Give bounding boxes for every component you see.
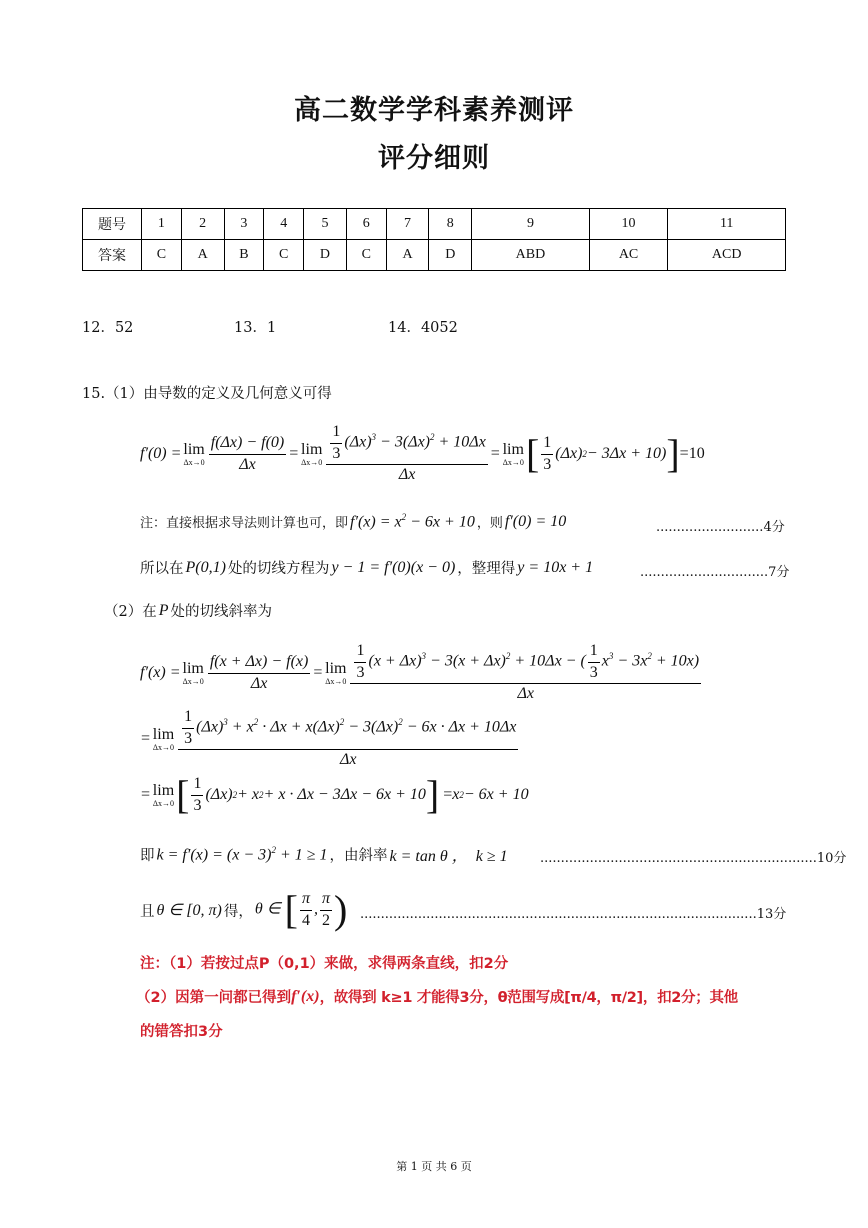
q15-part2-intro bbox=[104, 600, 272, 621]
theta-domain: θ ∈ [0, π) bbox=[156, 902, 222, 919]
equation-result: 10 bbox=[688, 445, 705, 462]
table-cell: A bbox=[181, 240, 224, 271]
table-cell: 4 bbox=[264, 209, 304, 240]
note-then: ，则 bbox=[476, 516, 503, 532]
page-footer: 第 1 页 共 6 页 bbox=[396, 1160, 472, 1173]
red-note-1: 注：（1）若按过点P（0,1）来做，求得两条直线，扣2分 bbox=[140, 956, 509, 972]
answer-q13: 13．1 bbox=[234, 320, 277, 336]
answer-table bbox=[82, 208, 786, 271]
table-cell: C bbox=[346, 240, 386, 271]
red-note-3: 的错答扣3分 bbox=[140, 1024, 223, 1040]
equation-derivative-general: f′(x) = lim Δx→0 $\frac{f(x + \Delta x) - f(x)}{\Delta x}$ = lim Δx→0 $\frac{1}{3}$ $(x + \Delta x)^3 - 3(x + \Delta x)^2 + 10\Delta x$ − ( $\frac{1}{3}$ $x^3 - 3x^2 + 10x$) Δx bbox=[140, 642, 700, 703]
table-row-numbers bbox=[83, 209, 786, 240]
tangent-result: y = 10x + 1 bbox=[517, 558, 594, 576]
table-cell: 2 bbox=[181, 209, 224, 240]
table-cell: 8 bbox=[429, 209, 472, 240]
slope-text-2: ，由斜率 bbox=[329, 848, 388, 864]
slope-text-1: 即 bbox=[140, 848, 155, 864]
equation-expansion: = lim Δx→0 $\frac{1}{3}$ $(\Delta x)^3 + x^2 \cdot \Delta x + x(\Delta x)^2 - 3(\Delta x)^2 - 6x \cdot \Delta x + 10\Delta x$ Δx bbox=[140, 708, 517, 769]
note-line bbox=[140, 512, 566, 531]
page-title: 高二数学学科素养测评 bbox=[294, 95, 574, 126]
slope-line bbox=[140, 843, 508, 866]
answer-q14: 14．4052 bbox=[388, 320, 458, 336]
table-cell: 1 bbox=[142, 209, 182, 240]
score-10: ...................................................................10分 bbox=[540, 851, 847, 866]
equation-derivative-at-zero: f′(0) = lim Δx→0 $\frac{f(\Delta x) - f(0)}{\Delta x}$ = lim Δx→0 $\frac{1}{3}$ $(\Delta x)^3 - 3(\Delta x)^2 + 10\Delta x$ Δx = lim Δx→0 [ $\frac{1}{3}$ (Δx) 2 − 3Δx + 10) ] = 10 bbox=[140, 423, 705, 484]
note-value: f′(0) = 10 bbox=[504, 512, 567, 530]
part2-text-2: 处的切线斜率为 bbox=[170, 604, 273, 620]
table-cell: A bbox=[386, 240, 429, 271]
tangent-equation: y − 1 = f′(0)(x − 0) bbox=[331, 558, 456, 576]
table-header-cell: 题号 bbox=[83, 209, 142, 240]
red-note-2a: （2）因第一问都已得到 bbox=[136, 990, 292, 1006]
red-note-2b: ，故得到 k≥1 才能得3分，θ范围写成[π/4，π/2]，扣2分；其他 bbox=[319, 990, 738, 1006]
theta-text-1: 且 bbox=[140, 903, 155, 920]
answer-q12: 12．52 bbox=[82, 320, 134, 336]
table-cell: ABD bbox=[472, 240, 590, 271]
table-row-answers bbox=[83, 240, 786, 271]
table-header-cell: 答案 bbox=[83, 240, 142, 271]
slope-tan: k = tan θ ， k ≥ 1 bbox=[389, 848, 508, 865]
red-note-formula: f′(x) bbox=[291, 987, 320, 1005]
table-cell: 3 bbox=[224, 209, 264, 240]
table-cell: 11 bbox=[668, 209, 786, 240]
note-text: 注：直接根据求导法则计算也可，即 bbox=[140, 516, 349, 532]
tangent-text-1: 所以在 bbox=[140, 561, 184, 577]
table-cell: C bbox=[264, 240, 304, 271]
tangent-text-2: 处的切线方程为 bbox=[227, 561, 330, 577]
tangent-text-3: ，整理得 bbox=[457, 561, 516, 577]
q15-part1-intro: 15.（1）由导数的定义及几何意义可得 bbox=[82, 386, 332, 402]
table-cell: B bbox=[224, 240, 264, 271]
page-subtitle: 评分细则 bbox=[378, 143, 490, 174]
point-P: P(0,1) bbox=[185, 558, 226, 576]
table-cell: 6 bbox=[346, 209, 386, 240]
note-formula: $f'(x) = x^2 - 6x + 10$ bbox=[350, 512, 475, 531]
theta-line bbox=[140, 887, 348, 932]
table-cell: 7 bbox=[386, 209, 429, 240]
point-P-ref: P bbox=[158, 601, 169, 619]
score-4: ..........................4分 bbox=[656, 520, 785, 535]
part2-text-1: （2）在 bbox=[104, 604, 157, 620]
table-cell: D bbox=[304, 240, 347, 271]
table-cell: ACD bbox=[668, 240, 786, 271]
table-cell: 10 bbox=[589, 209, 668, 240]
score-13: ................................................................................................13分 bbox=[360, 907, 787, 922]
red-note-2 bbox=[136, 986, 738, 1007]
score-7: ...............................7分 bbox=[640, 565, 790, 580]
table-cell: 5 bbox=[304, 209, 347, 240]
table-cell: 9 bbox=[472, 209, 590, 240]
table-cell: D bbox=[429, 240, 472, 271]
theta-range: θ ∈ [ $\frac{\pi}{4}$ , $\frac{\pi}{2}$ ) bbox=[254, 887, 348, 932]
tangent-line bbox=[140, 557, 593, 578]
slope-formula: $k = f'(x) = (x - 3)^2 + 1 \ge 1$ bbox=[156, 844, 328, 864]
theta-text-2: 得， bbox=[223, 903, 253, 920]
table-cell: C bbox=[142, 240, 182, 271]
table-cell: AC bbox=[589, 240, 668, 271]
equation-simplified: = lim Δx→0 [ $\frac{1}{3}$ (Δx) 2 + x 2 + x · Δx − 3Δx − 6x + 10 ] = x 2 − 6x + 10 bbox=[140, 772, 529, 817]
